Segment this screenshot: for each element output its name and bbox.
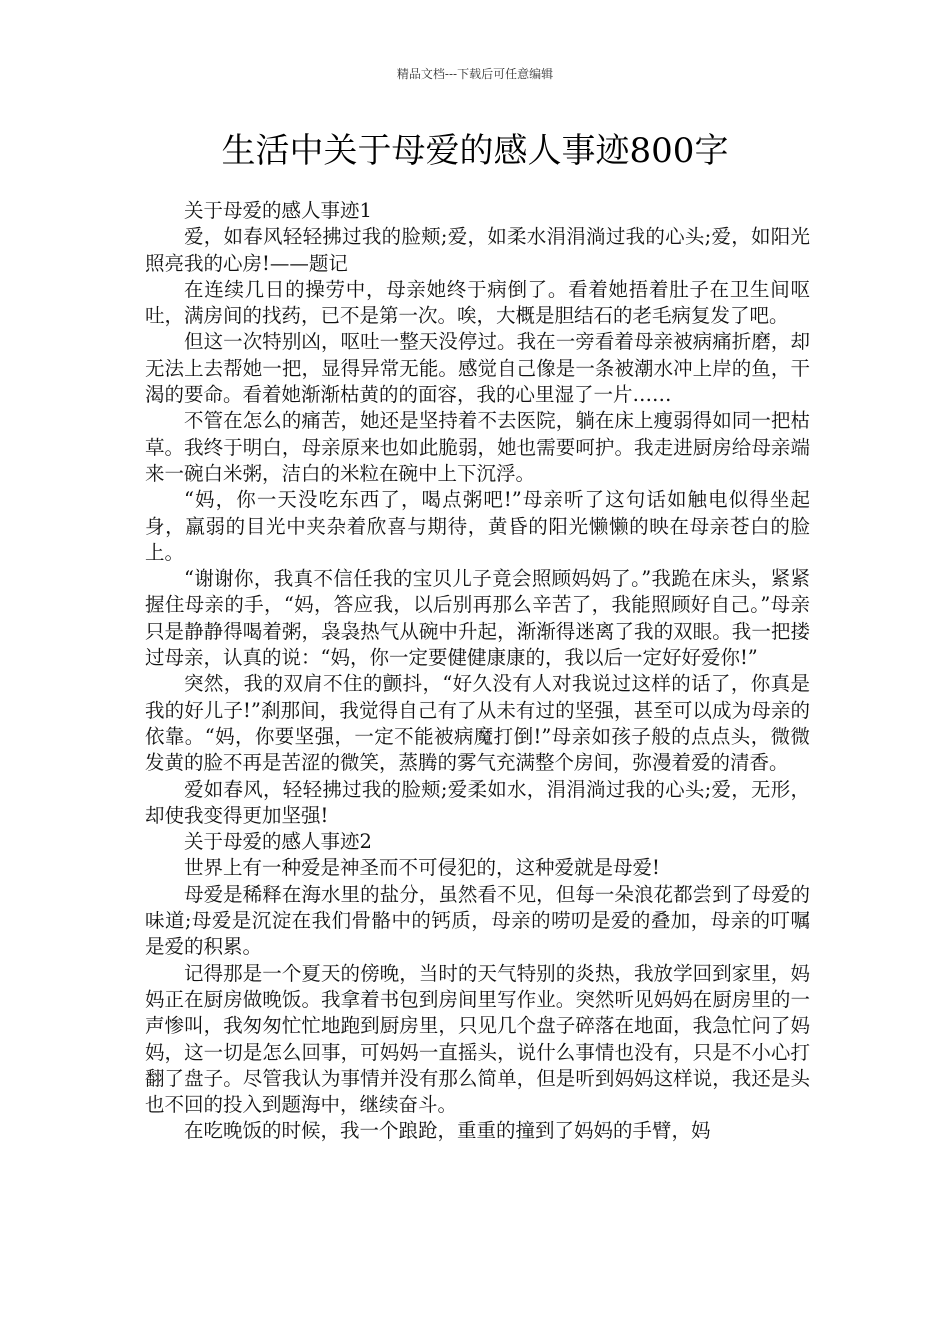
paragraph: 爱如春风，轻轻拂过我的脸颊;爱柔如水，涓涓淌过我的心头;爱，无形，却使我变得更加坚强! bbox=[145, 777, 810, 827]
section-heading-2: 关于母爱的感人事迹2 bbox=[184, 830, 372, 854]
paragraph: 在吃晚饭的时候，我一个踉跄，重重的撞到了妈妈的手臂，妈 bbox=[184, 1119, 711, 1143]
paragraph: 但这一次特别凶，呕吐一整天没停过。我在一旁看着母亲被病痛折磨，却无法上去帮她一把，显得异常无能。感觉自己像是一条被潮水冲上岸的鱼，干渴的要命。看着她渐渐枯黄的的面容，我的心里湿了一片…… bbox=[145, 330, 810, 407]
paragraph: “妈，你一天没吃东西了，喝点粥吧!”母亲听了这句话如触电似得坐起身，羸弱的目光中夹杂着欣喜与期待，黄昏的阳光懒懒的映在母亲苍白的脸上。 bbox=[145, 488, 810, 564]
paragraph: 母爱是稀释在海水里的盐分，虽然看不见，但每一朵浪花都尝到了母爱的味道;母爱是沉淀在我们骨骼中的钙质，母亲的唠叨是爱的叠加，母亲的叮嘱是爱的积累。 bbox=[145, 882, 810, 959]
paragraph: 突然，我的双肩不住的颤抖，“好久没有人对我说过这样的话了，你真是我的好儿子!”刹那间，我觉得自己有了从未有过的坚强，甚至可以成为母亲的依靠。“妈，你要坚强，一定不能被病魔打倒!”母亲如孩子般的点点头，微微发黄的脸不再是苦涩的微笑，蒸腾的雾气充满整个房间，弥漫着爱的清香。 bbox=[145, 672, 810, 775]
document-body bbox=[145, 198, 810, 1145]
paragraph: 爱，如春风轻轻拂过我的脸颊;爱，如柔水涓涓淌过我的心头;爱，如阳光照亮我的心房!——题记 bbox=[145, 225, 810, 275]
page-header-watermark: 精品文档---下载后可任意编辑 bbox=[396, 67, 554, 81]
paragraph: “谢谢你，我真不信任我的宝贝儿子竟会照顾妈妈了。”我跪在床头，紧紧握住母亲的手，“妈，答应我，以后别再那么辛苦了，我能照顾好自己。”母亲只是静静得喝着粥，袅袅热气从碗中升起，渐渐得迷离了我的双眼。我一把搂过母亲，认真的说：“妈，你一定要健健康康的，我以后一定好好爱你!” bbox=[145, 567, 810, 670]
paragraph: 世界上有一种爱是神圣而不可侵犯的，这种爱就是母爱! bbox=[184, 856, 660, 880]
paragraph: 不管在怎么的痛苦，她还是坚持着不去医院，躺在床上瘦弱得如同一把枯草。我终于明白，母亲原来也如此脆弱，她也需要呵护。我走进厨房给母亲端来一碗白米粥，洁白的米粒在碗中上下沉浮。 bbox=[145, 409, 810, 485]
paragraph: 在连续几日的操劳中，母亲她终于病倒了。看着她捂着肚子在卫生间呕吐，满房间的找药，已不是第一次。唉，大概是胆结石的老毛病复发了吧。 bbox=[145, 277, 810, 328]
paragraph: 记得那是一个夏天的傍晚，当时的天气特别的炎热，我放学回到家里，妈妈正在厨房做晚饭。我拿着书包到房间里写作业。突然听见妈妈在厨房里的一声惨叫，我匆匆忙忙地跑到厨房里，只见几个盘子碎落在地面，我急忙问了妈妈，这一切是怎么回事，可妈妈一直摇头，说什么事情也没有，只是不小心打翻了盘子。尽管我认为事情并没有那么简单，但是听到妈妈这样说，我还是头也不回的投入到题海中，继续奋斗。 bbox=[145, 961, 810, 1117]
document-title: 生活中关于母爱的感人事迹800字 bbox=[221, 131, 729, 171]
section-heading-1: 关于母爱的感人事迹1 bbox=[184, 199, 372, 222]
